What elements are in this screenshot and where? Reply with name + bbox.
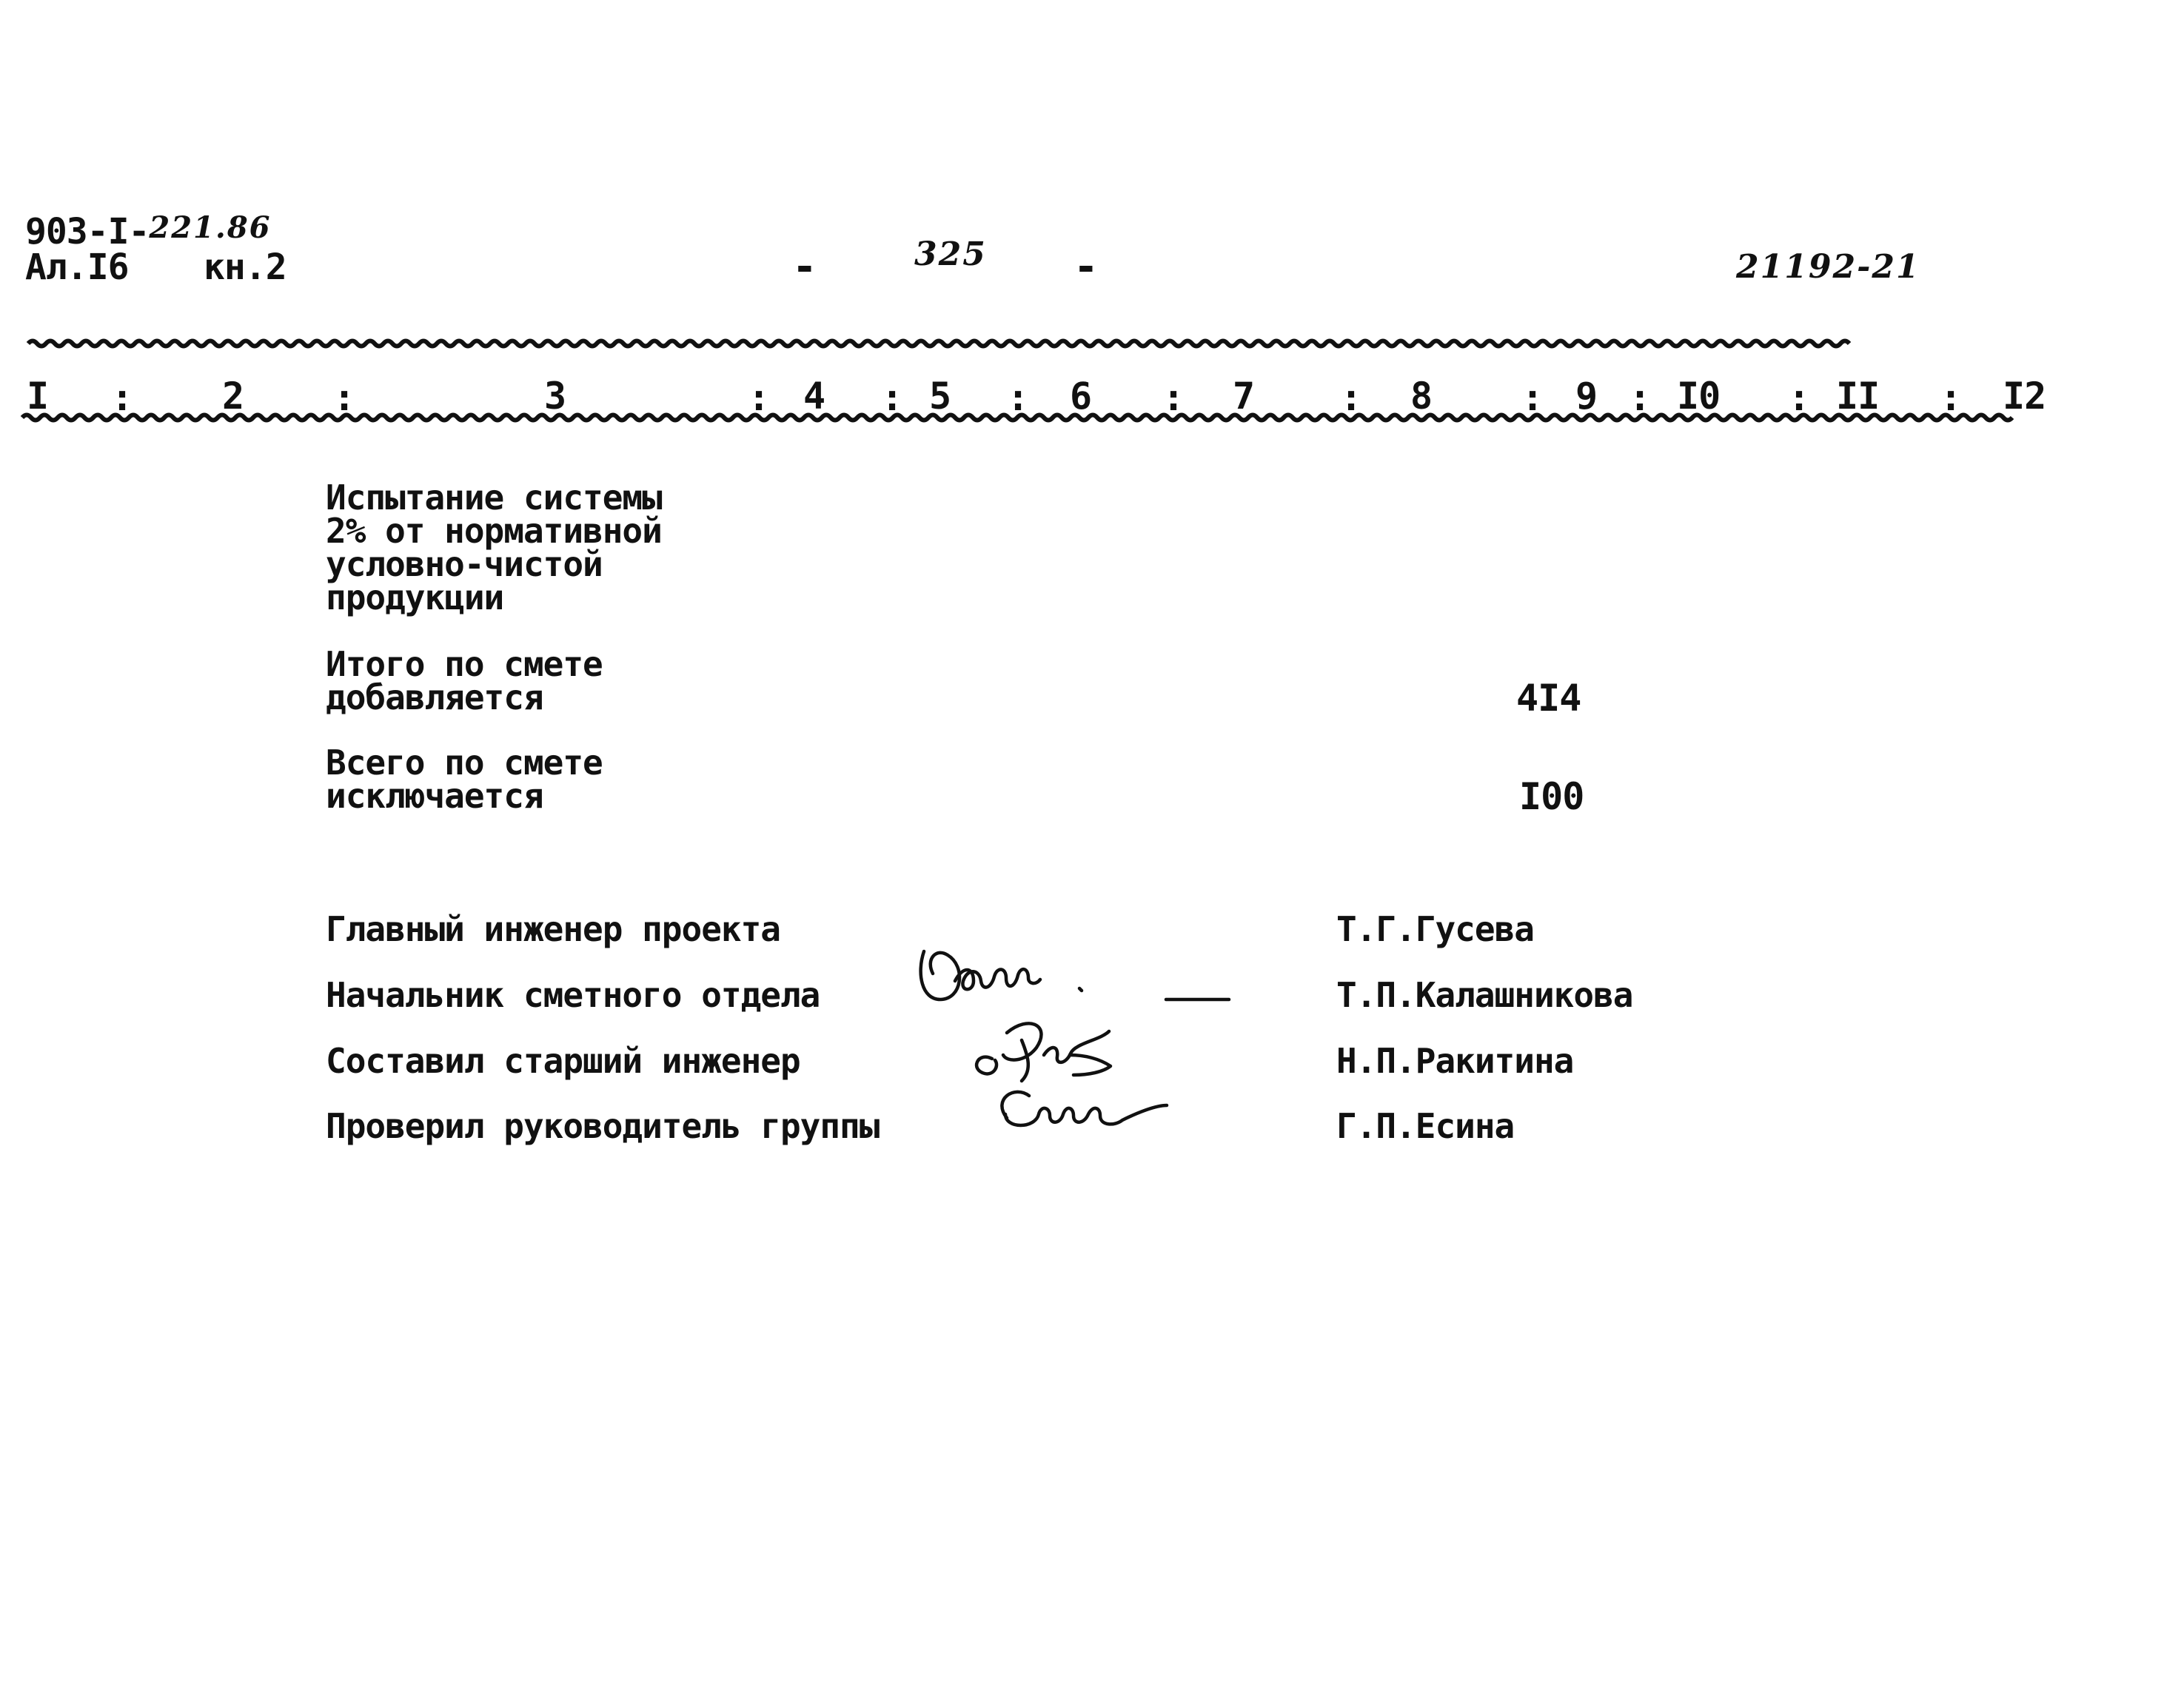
row-line: Итого по смете xyxy=(326,644,603,684)
signature-scribble xyxy=(955,969,1040,989)
row-line: условно-чистой xyxy=(326,544,603,584)
name-senior-engineer: Н.П.Ракитина xyxy=(1336,1041,1574,1081)
column-separator: : xyxy=(1629,376,1651,419)
column-number: 2 xyxy=(222,375,244,418)
role-head-estimate-dept: Начальник сметного отдела xyxy=(326,975,820,1015)
series-handwritten: 221.86 xyxy=(149,210,272,245)
page-number: 325 xyxy=(914,235,987,273)
estimate-row-testing xyxy=(326,478,662,617)
column-separator: : xyxy=(881,376,903,419)
series-prefix: 903-I- xyxy=(25,211,150,252)
estimate-row-total-excluded xyxy=(326,743,603,816)
column-number: 4 xyxy=(803,375,825,418)
column-number: I0 xyxy=(1677,375,1721,418)
row-line: Всего по смете xyxy=(326,743,603,783)
column-number: 3 xyxy=(544,375,566,418)
column-number: I2 xyxy=(2003,375,2046,418)
total-added-value: 4I4 xyxy=(1516,677,1581,720)
row-line: 2% от нормативной xyxy=(326,511,662,551)
book-number: кн.2 xyxy=(204,247,287,288)
row-line: Испытание системы xyxy=(326,478,662,518)
column-separator: : xyxy=(333,376,355,419)
role-chief-engineer: Главный инженер проекта xyxy=(326,909,780,949)
name-head-estimate-dept: Т.П.Калашникова xyxy=(1336,975,1633,1015)
name-group-leader: Г.П.Есина xyxy=(1336,1106,1515,1146)
column-separator: : xyxy=(1162,376,1185,419)
header-rule-top xyxy=(0,335,2184,352)
column-number: 5 xyxy=(929,375,951,418)
row-line: добавляется xyxy=(326,677,543,717)
series-number xyxy=(25,210,272,252)
header-rule-bottom xyxy=(0,409,2184,426)
signature-scribble xyxy=(921,951,959,999)
column-number: 7 xyxy=(1233,375,1255,418)
total-excluded-value: I00 xyxy=(1519,775,1584,818)
name-chief-engineer: Т.Г.Гусева xyxy=(1336,909,1534,949)
column-separator: : xyxy=(1788,376,1810,419)
column-number: I xyxy=(27,375,49,418)
row-line: продукции xyxy=(326,577,504,617)
column-separator: : xyxy=(1521,376,1544,419)
document-number: 21192-21 xyxy=(1736,248,1920,286)
role-senior-engineer: Составил старший инженер xyxy=(326,1041,800,1081)
role-group-leader: Проверил руководитель группы xyxy=(326,1106,880,1146)
column-separator: : xyxy=(1940,376,1962,419)
signatures-handwritten xyxy=(911,929,1251,1151)
column-number: 8 xyxy=(1410,375,1433,418)
column-number: II xyxy=(1836,375,1880,418)
column-separator: : xyxy=(1007,376,1029,419)
row-line: исключается xyxy=(326,776,543,816)
column-separator: : xyxy=(1340,376,1362,419)
column-separator: : xyxy=(111,376,133,419)
estimate-row-total-added xyxy=(326,644,603,717)
page-dash-left: - xyxy=(792,243,817,291)
column-number: 6 xyxy=(1070,375,1092,418)
column-separator: : xyxy=(748,376,770,419)
column-number: 9 xyxy=(1575,375,1598,418)
album-number: Ал.I6 xyxy=(25,247,129,288)
page-dash-right: - xyxy=(1073,243,1098,291)
